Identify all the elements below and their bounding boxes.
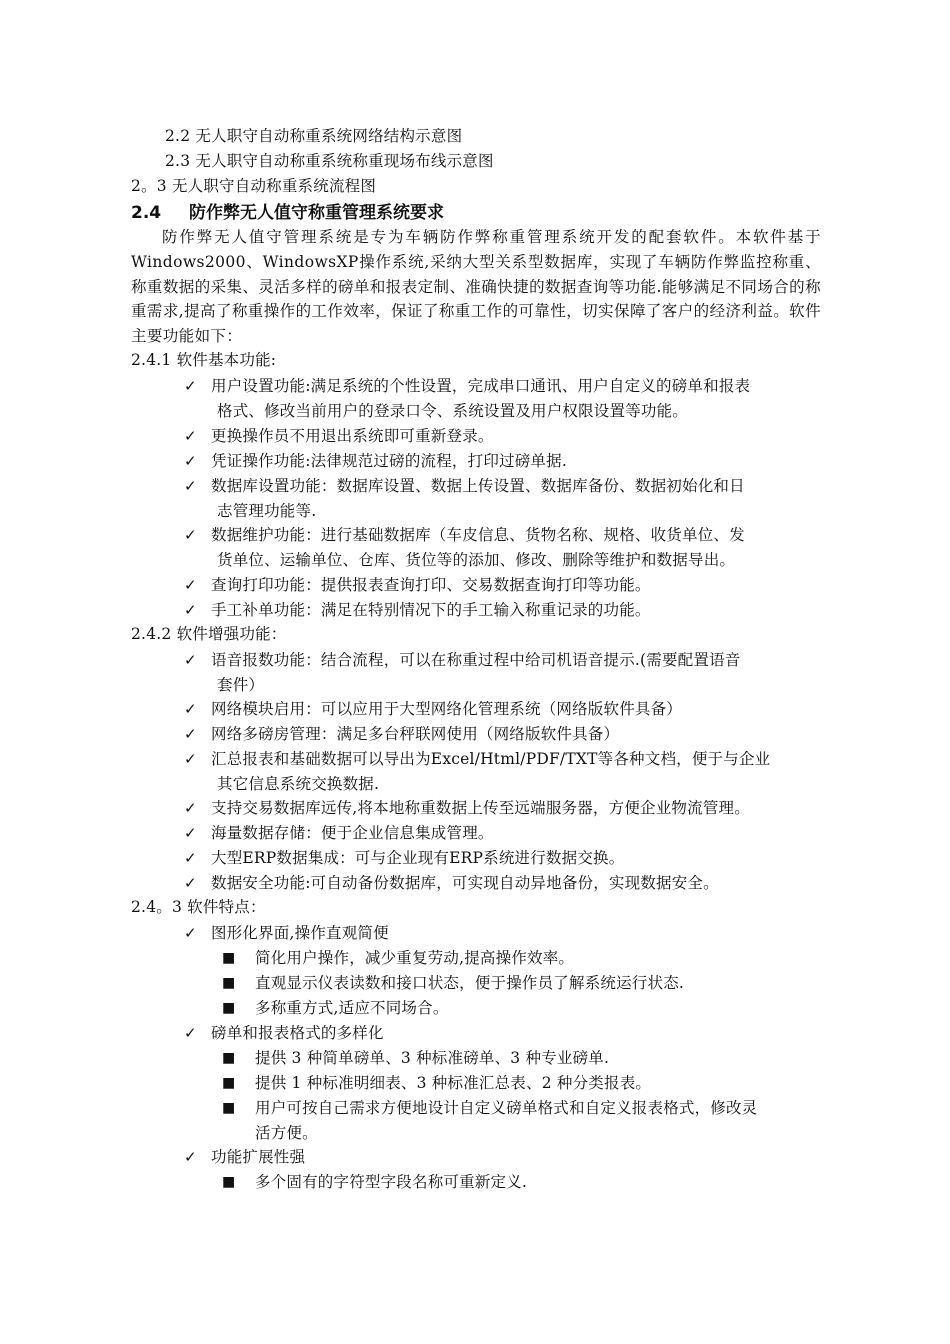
basic-functions-title: 2.4.1 软件基本功能:	[131, 351, 277, 369]
list-item: ✓ 磅单和报表格式的多样化	[211, 1021, 823, 1046]
check-icon: ✓	[184, 1148, 197, 1166]
check-icon: ✓	[184, 526, 197, 544]
list-item: ✓ 汇总报表和基础数据可以导出为Excel/Html/PDF/TXT等各种文档，便于与企业 其它信息系统交换数据.	[211, 747, 823, 796]
list-item: ✓ 海量数据存储：便于企业信息集成管理。	[211, 821, 823, 846]
list-item: ✓ 大型ERP数据集成：可与企业现有ERP系统进行数据交换。	[211, 846, 823, 871]
list-item: ✓ 网络模块启用：可以应用于大型网络化管理系统（网络版软件具备）	[211, 697, 823, 722]
check-icon: ✓	[184, 725, 197, 743]
check-icon: ✓	[184, 452, 197, 470]
check-icon: ✓	[184, 601, 197, 619]
list-item: ✓ 数据库设置功能：数据库设置、数据上传设置、数据库备份、数据初始化和日 志管理功能等.	[211, 474, 823, 523]
toc-line-2-2: 2.2 无人职守自动称重系统网络结构示意图	[165, 127, 463, 145]
list-item: ✓ 数据维护功能：进行基础数据库（车皮信息、货物名称、规格、收货单位、发 货单位、运输单位、仓库、货位等的添加、修改、删除等维护和数据导出。	[211, 523, 823, 572]
sub-list-item: ■ 直观显示仪表读数和接口状态，便于操作员了解系统运行状态.	[255, 971, 823, 996]
square-bullet-icon: ■	[222, 950, 236, 966]
list-item: ✓ 网络多磅房管理：满足多台秤联网使用（网络版软件具备）	[211, 722, 823, 747]
check-icon: ✓	[184, 427, 197, 445]
list-item: ✓ 用户设置功能:满足系统的个性设置，完成串口通讯、用户自定义的磅单和报表 格式、修改当前用户的登录口令、系统设置及用户权限设置等功能。	[211, 374, 823, 423]
check-icon: ✓	[184, 799, 197, 817]
enhanced-functions-title: 2.4.2 软件增强功能：	[131, 625, 287, 643]
section-number: 2.4	[131, 203, 162, 223]
section-heading	[131, 201, 444, 225]
check-icon: ✓	[184, 576, 197, 594]
intro-paragraph: 防作弊无人值守管理系统是专为车辆防作弊称重管理系统开发的配套软件。本软件基于Windows2000、WindowsXP操作系统,采纳大型关系型数据库，实现了车辆防作弊监控称重、称重数据的采集、灵活多样的磅单和报表定制、准确快捷的数据查询等功能.能够满足不同场合的称重需求,提高了称重操作的工作效率，保证了称重工作的可靠性，切实保障了客户的经济利益。软件主要功能如下：	[131, 228, 821, 346]
section-title: 防作弊无人值守称重管理系统要求	[189, 203, 444, 223]
sub-list-item: ■ 提供 1 种标准明细表、3 种标准汇总表、2 种分类报表。	[255, 1071, 823, 1096]
sub-list-item: ■ 简化用户操作，减少重复劳动,提高操作效率。	[255, 946, 823, 971]
square-bullet-icon: ■	[222, 1075, 236, 1091]
sub-list-item: ■ 提供 3 种简单磅单、3 种标准磅单、3 种专业磅单.	[255, 1046, 823, 1071]
check-icon: ✓	[184, 849, 197, 867]
check-icon: ✓	[184, 750, 197, 768]
sub-list-item: ■ 用户可按自己需求方便地设计自定义磅单格式和自定义报表格式，修改灵 活方便。	[255, 1096, 823, 1145]
square-bullet-icon: ■	[222, 975, 236, 991]
list-item: ✓ 图形化界面,操作直观简便	[211, 921, 823, 946]
check-icon: ✓	[184, 651, 197, 669]
toc-line-2-3-flow: 2。3 无人职守自动称重系统流程图	[131, 177, 377, 195]
list-item: ✓ 查询打印功能：提供报表查询打印、交易数据查询打印等功能。	[211, 573, 823, 598]
square-bullet-icon: ■	[222, 1050, 236, 1066]
list-item: ✓ 凭证操作功能:法律规范过磅的流程，打印过磅单据.	[211, 449, 823, 474]
sub-list-item: ■ 多称重方式,适应不同场合。	[255, 996, 823, 1021]
check-icon: ✓	[184, 874, 197, 892]
square-bullet-icon: ■	[222, 1000, 236, 1016]
list-item: ✓ 功能扩展性强	[211, 1145, 823, 1170]
check-icon: ✓	[184, 377, 197, 395]
check-icon: ✓	[184, 477, 197, 495]
list-item: ✓ 手工补单功能：满足在特别情况下的手工输入称重记录的功能。	[211, 598, 823, 623]
square-bullet-icon: ■	[222, 1174, 236, 1190]
check-icon: ✓	[184, 924, 197, 942]
list-item: ✓ 语音报数功能：结合流程，可以在称重过程中给司机语音提示.(需要配置语音 套件）	[211, 648, 823, 697]
features-title: 2.4。3 软件特点：	[131, 898, 266, 916]
check-icon: ✓	[184, 824, 197, 842]
list-item: ✓ 数据安全功能:可自动备份数据库，可实现自动异地备份，实现数据安全。	[211, 871, 823, 896]
list-item: ✓ 更换操作员不用退出系统即可重新登录。	[211, 424, 823, 449]
check-icon: ✓	[184, 700, 197, 718]
sub-list-item: ■ 多个固有的字符型字段名称可重新定义.	[255, 1170, 823, 1195]
check-icon: ✓	[184, 1024, 197, 1042]
toc-line-2-3: 2.3 无人职守自动称重系统称重现场布线示意图	[165, 152, 494, 170]
list-item: ✓ 支持交易数据库远传,将本地称重数据上传至远端服务器，方便企业物流管理。	[211, 796, 823, 821]
square-bullet-icon: ■	[222, 1100, 236, 1116]
